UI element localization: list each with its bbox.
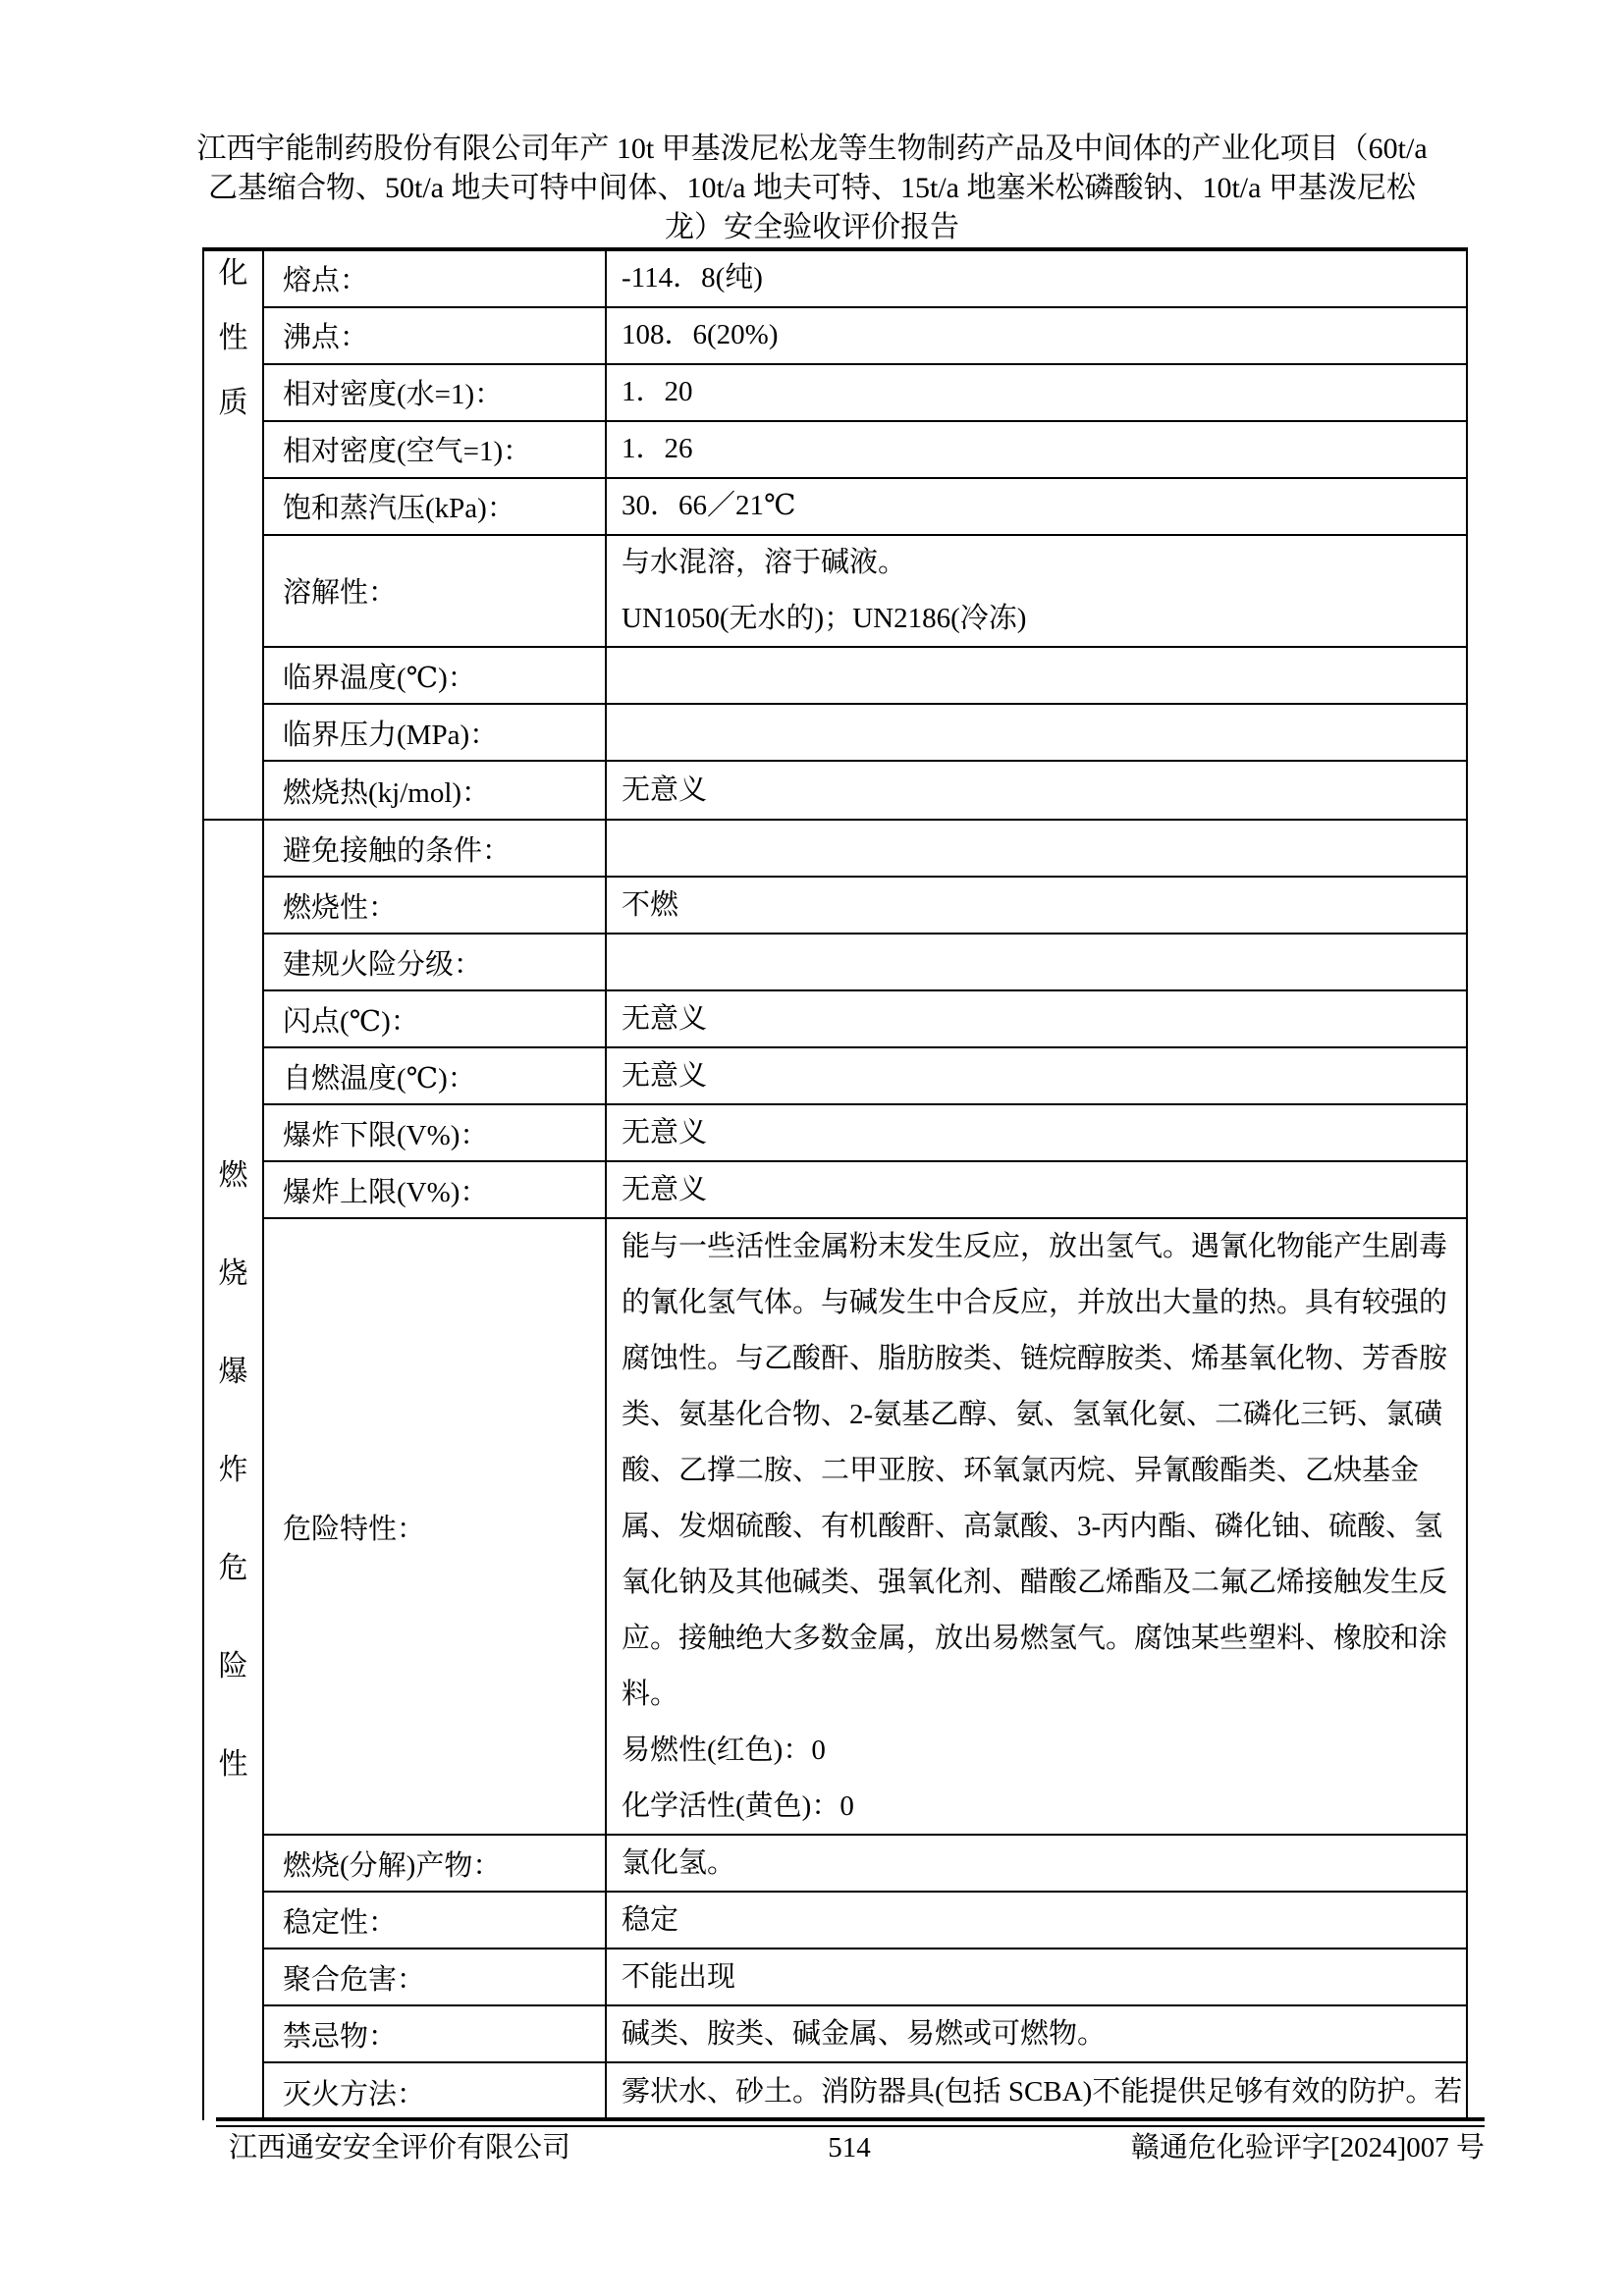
table-row [264, 422, 1466, 479]
table-row [264, 762, 1466, 819]
row-label: 燃烧性： [264, 878, 607, 933]
footer-divider [216, 2117, 1485, 2127]
value-line: -114．8(纯) [622, 262, 763, 294]
value-line: 无意义 [622, 1116, 708, 1148]
title-line-3: 龙）安全验收评价报告 [665, 211, 959, 243]
value-line: 氯化氢。 [622, 1846, 736, 1879]
row-value [607, 821, 1466, 876]
table-row [264, 1949, 1466, 2006]
value-line: UN1050(无水的)；UN2186(冷冻) [622, 602, 1027, 634]
table-row [264, 365, 1466, 422]
row-label: 建规火险分级： [264, 934, 607, 989]
value-line: 酸、乙撑二胺、二甲亚胺、环氧氯丙烷、异氰酸酯类、乙炔基金 [622, 1454, 1420, 1486]
section-rows [264, 821, 1466, 2120]
value-line [622, 821, 1456, 876]
row-label: 稳定性： [264, 1893, 607, 1948]
row-value [607, 648, 1466, 703]
title-line-1: 江西宇能制药股份有限公司年产 10t 甲基泼尼松龙等生物制药产品及中间体的产业化项目（60t/a [196, 133, 1428, 165]
row-label: 聚合危害： [264, 1949, 607, 2004]
row-label: 危险特性： [264, 1219, 607, 1834]
value-line: 氧化钠及其他碱类、强氧化剂、醋酸乙烯酯及二氟乙烯接触发生反 [622, 1566, 1448, 1598]
value-line: 无意义 [622, 1059, 708, 1092]
table-row [264, 2006, 1466, 2063]
footer-company: 江西通安安全评价有限公司 [229, 2132, 571, 2163]
table-row [264, 1048, 1466, 1105]
row-value [607, 365, 1466, 420]
table-row [264, 251, 1466, 308]
table-row [264, 1219, 1466, 1836]
table-section [204, 251, 1466, 821]
row-value [607, 536, 1466, 647]
footer-page-number: 514 [828, 2132, 871, 2163]
row-value [607, 1836, 1466, 1891]
row-label: 饱和蒸汽压(kPa)： [264, 479, 607, 534]
value-line: 的氰化氢气体。与碱发生中合反应，并放出大量的热。具有较强的 [622, 1286, 1448, 1318]
row-label: 灭火方法： [264, 2063, 607, 2120]
value-line [622, 705, 1456, 760]
title-line-2: 乙基缩合物、50t/a 地夫可特中间体、10t/a 地夫可特、15t/a 地塞米松磷酸钠、10t/a 甲基泼尼松 [208, 172, 1416, 204]
value-line: 1．20 [622, 376, 693, 408]
row-value [607, 308, 1466, 363]
section-label-char: 烧 [218, 1257, 248, 1290]
table-row [264, 934, 1466, 991]
table-row [264, 878, 1466, 934]
page-footer [216, 2127, 1485, 2168]
section-label-char: 险 [218, 1650, 248, 1682]
row-value [607, 251, 1466, 306]
value-line: 料。 [622, 1678, 679, 1710]
value-line [622, 648, 1456, 703]
section-label-char: 燃 [218, 1159, 248, 1192]
section-label-chemical-properties [204, 251, 264, 819]
value-line: 碱类、胺类、碱金属、易燃或可燃物。 [622, 2017, 1107, 2050]
value-line: 无意义 [622, 1173, 708, 1205]
row-label: 沸点： [264, 308, 607, 363]
row-label: 爆炸上限(V%)： [264, 1162, 607, 1217]
value-line: 不能出现 [622, 1960, 736, 1993]
value-line: 腐蚀性。与乙酸酐、脂肪胺类、链烷醇胺类、烯基氧化物、芳香胺 [622, 1342, 1448, 1374]
section-label-combustion-explosion-hazard [204, 821, 264, 2120]
row-value [607, 762, 1466, 819]
table-row [264, 1162, 1466, 1219]
value-line: 30．66／21℃ [622, 490, 796, 522]
row-value [607, 2006, 1466, 2061]
value-line: 雾状水、砂土。消防器具(包括 SCBA)不能提供足够有效的防护。若 [622, 2075, 1463, 2108]
value-line: 能与一些活性金属粉末发生反应，放出氢气。遇氰化物能产生剧毒 [622, 1230, 1448, 1262]
row-label: 闪点(℃)： [264, 991, 607, 1046]
table-row [264, 648, 1466, 705]
value-line: 类、氨基化合物、2-氨基乙醇、氨、氢氧化氨、二磷化三钙、氯磺 [622, 1398, 1443, 1430]
table-section [204, 821, 1466, 2120]
value-line: 化学活性(黄色)：0 [622, 1789, 854, 1822]
row-value [607, 934, 1466, 989]
section-label-char: 炸 [218, 1454, 248, 1486]
row-value [607, 705, 1466, 760]
row-label: 临界压力(MPa)： [264, 705, 607, 760]
table-row [264, 308, 1466, 365]
value-line: 1．26 [622, 433, 693, 465]
value-line: 稳定 [622, 1903, 679, 1936]
table-row [264, 705, 1466, 762]
row-label: 相对密度(水=1)： [264, 365, 607, 420]
row-value [607, 1219, 1466, 1834]
row-label: 相对密度(空气=1)： [264, 422, 607, 477]
section-label-char: 化 [218, 257, 248, 290]
row-value [607, 1162, 1466, 1217]
row-value [607, 1048, 1466, 1103]
row-label: 爆炸下限(V%)： [264, 1105, 607, 1160]
msds-properties-table [202, 247, 1468, 2120]
row-label: 禁忌物： [264, 2006, 607, 2061]
row-value [607, 991, 1466, 1046]
row-value [607, 1893, 1466, 1948]
table-row [264, 536, 1466, 649]
section-rows [264, 251, 1466, 819]
value-line: 与水混溶，溶于碱液。 [622, 546, 907, 578]
value-line: 无意义 [622, 1002, 708, 1035]
table-row [264, 1893, 1466, 1949]
row-label: 临界温度(℃)： [264, 648, 607, 703]
section-label-char: 爆 [218, 1356, 248, 1388]
section-label-char: 危 [218, 1552, 248, 1584]
row-label: 避免接触的条件： [264, 821, 607, 876]
section-label-char: 质 [218, 387, 248, 419]
table-row [264, 821, 1466, 878]
row-value [607, 422, 1466, 477]
section-label-char: 性 [218, 322, 248, 354]
section-label-char: 性 [218, 1748, 248, 1781]
row-value [607, 1105, 1466, 1160]
table-row [264, 991, 1466, 1048]
row-value [607, 2063, 1466, 2120]
row-label: 燃烧(分解)产物： [264, 1836, 607, 1891]
row-value [607, 1949, 1466, 2004]
value-line: 易燃性(红色)：0 [622, 1734, 826, 1766]
row-value [607, 878, 1466, 933]
row-label: 溶解性： [264, 536, 607, 647]
document-title [0, 130, 1624, 247]
value-line: 应。接触绝大多数金属，放出易燃氢气。腐蚀某些塑料、橡胶和涂 [622, 1622, 1448, 1654]
value-line: 108．6(20%) [622, 319, 779, 351]
table-row [264, 479, 1466, 536]
footer-doc-number: 赣通危化验评字[2024]007 号 [1130, 2132, 1485, 2163]
table-row [264, 1836, 1466, 1893]
value-line: 无意义 [622, 774, 708, 806]
row-label: 燃烧热(kj/mol)： [264, 762, 607, 819]
row-label: 熔点： [264, 251, 607, 306]
row-value [607, 479, 1466, 534]
value-line: 属、发烟硫酸、有机酸酐、高氯酸、3-丙内酯、磷化铀、硫酸、氢 [622, 1510, 1443, 1542]
table-row [264, 2063, 1466, 2120]
value-line: 不燃 [622, 888, 679, 921]
row-label: 自燃温度(℃)： [264, 1048, 607, 1103]
value-line [622, 934, 1456, 989]
table-row [264, 1105, 1466, 1162]
